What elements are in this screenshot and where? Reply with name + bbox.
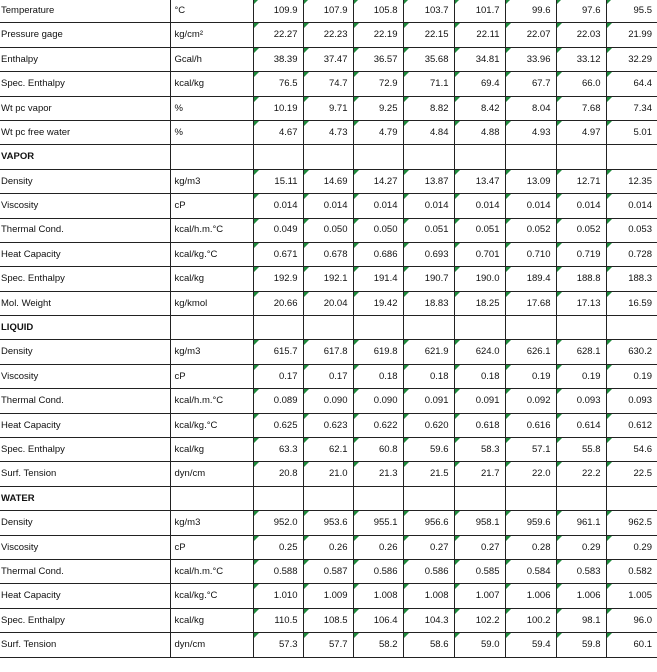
value-cell: 16.59: [606, 291, 657, 315]
value-cell: 0.014: [606, 194, 657, 218]
empty-cell: [170, 486, 253, 510]
property-name-cell: Density: [0, 169, 170, 193]
value-cell: 191.4: [353, 267, 403, 291]
empty-cell: [505, 316, 556, 340]
value-cell: 0.616: [505, 413, 556, 437]
empty-cell: [303, 316, 353, 340]
value-cell: 22.5: [606, 462, 657, 486]
value-cell: 17.13: [556, 291, 606, 315]
value-cell: 0.586: [403, 559, 454, 583]
empty-cell: [353, 145, 403, 169]
value-cell: 0.014: [454, 194, 505, 218]
value-cell: 110.5: [253, 608, 303, 632]
value-cell: 1.010: [253, 584, 303, 608]
unit-cell: kcal/kg.°C: [170, 242, 253, 266]
value-cell: 22.2: [556, 462, 606, 486]
value-cell: 0.093: [556, 389, 606, 413]
value-cell: 32.29: [606, 47, 657, 71]
empty-cell: [556, 486, 606, 510]
value-cell: 0.693: [403, 242, 454, 266]
value-cell: 69.4: [454, 72, 505, 96]
value-cell: 0.090: [353, 389, 403, 413]
value-cell: 0.582: [606, 559, 657, 583]
property-name-cell: Wt pc vapor: [0, 96, 170, 120]
table-row: [0, 242, 657, 266]
value-cell: 14.27: [353, 169, 403, 193]
property-name-cell: Density: [0, 340, 170, 364]
unit-cell: kcal/kg.°C: [170, 584, 253, 608]
value-cell: 19.42: [353, 291, 403, 315]
unit-cell: cP: [170, 194, 253, 218]
value-cell: 0.050: [353, 218, 403, 242]
value-cell: 71.1: [403, 72, 454, 96]
unit-cell: %: [170, 120, 253, 144]
value-cell: 4.67: [253, 120, 303, 144]
value-cell: 192.1: [303, 267, 353, 291]
value-cell: 0.29: [606, 535, 657, 559]
value-cell: 0.678: [303, 242, 353, 266]
value-cell: 22.11: [454, 23, 505, 47]
value-cell: 8.82: [403, 96, 454, 120]
value-cell: 0.014: [505, 194, 556, 218]
property-name-cell: Surf. Tension: [0, 462, 170, 486]
value-cell: 34.81: [454, 47, 505, 71]
empty-cell: [606, 486, 657, 510]
value-cell: 36.57: [353, 47, 403, 71]
value-cell: 0.050: [303, 218, 353, 242]
value-cell: 188.8: [556, 267, 606, 291]
value-cell: 20.8: [253, 462, 303, 486]
value-cell: 97.6: [556, 0, 606, 23]
empty-cell: [454, 316, 505, 340]
table-row: [0, 23, 657, 47]
unit-cell: kcal/kg: [170, 608, 253, 632]
table-row: [0, 535, 657, 559]
value-cell: 105.8: [353, 0, 403, 23]
value-cell: 0.622: [353, 413, 403, 437]
empty-cell: [505, 145, 556, 169]
empty-cell: [170, 145, 253, 169]
value-cell: 958.1: [454, 511, 505, 535]
value-cell: 0.25: [253, 535, 303, 559]
table-row: [0, 608, 657, 632]
table-row: [0, 364, 657, 388]
property-name-cell: Enthalpy: [0, 47, 170, 71]
value-cell: 0.052: [505, 218, 556, 242]
value-cell: 107.9: [303, 0, 353, 23]
value-cell: 22.27: [253, 23, 303, 47]
value-cell: 0.27: [454, 535, 505, 559]
value-cell: 21.5: [403, 462, 454, 486]
property-name-cell: Pressure gage: [0, 23, 170, 47]
value-cell: 57.1: [505, 438, 556, 462]
value-cell: 7.34: [606, 96, 657, 120]
value-cell: 64.4: [606, 72, 657, 96]
value-cell: 72.9: [353, 72, 403, 96]
table-row: [0, 559, 657, 583]
value-cell: 20.66: [253, 291, 303, 315]
section-header-row: [0, 316, 657, 340]
property-name-cell: Wt pc free water: [0, 120, 170, 144]
value-cell: 962.5: [606, 511, 657, 535]
value-cell: 109.9: [253, 0, 303, 23]
empty-cell: [253, 145, 303, 169]
value-cell: 0.014: [556, 194, 606, 218]
empty-cell: [403, 316, 454, 340]
value-cell: 619.8: [353, 340, 403, 364]
value-cell: 22.0: [505, 462, 556, 486]
value-cell: 0.710: [505, 242, 556, 266]
value-cell: 74.7: [303, 72, 353, 96]
section-header-row: [0, 486, 657, 510]
value-cell: 21.99: [606, 23, 657, 47]
table-row: [0, 218, 657, 242]
value-cell: 190.7: [403, 267, 454, 291]
value-cell: 1.008: [353, 584, 403, 608]
property-name-cell: Spec. Enthalpy: [0, 267, 170, 291]
value-cell: 22.07: [505, 23, 556, 47]
value-cell: 9.71: [303, 96, 353, 120]
value-cell: 956.6: [403, 511, 454, 535]
value-cell: 1.009: [303, 584, 353, 608]
value-cell: 0.18: [353, 364, 403, 388]
value-cell: 98.1: [556, 608, 606, 632]
value-cell: 4.88: [454, 120, 505, 144]
value-cell: 8.42: [454, 96, 505, 120]
value-cell: 0.585: [454, 559, 505, 583]
value-cell: 0.091: [403, 389, 454, 413]
value-cell: 959.6: [505, 511, 556, 535]
value-cell: 18.25: [454, 291, 505, 315]
table-row: [0, 47, 657, 71]
empty-cell: [556, 145, 606, 169]
value-cell: 58.2: [353, 633, 403, 657]
value-cell: 106.4: [353, 608, 403, 632]
value-cell: 0.053: [606, 218, 657, 242]
value-cell: 0.588: [253, 559, 303, 583]
value-cell: 66.0: [556, 72, 606, 96]
empty-cell: [353, 486, 403, 510]
section-header-row: [0, 145, 657, 169]
value-cell: 5.01: [606, 120, 657, 144]
table-row: [0, 340, 657, 364]
value-cell: 0.17: [253, 364, 303, 388]
property-name-cell: Mol. Weight: [0, 291, 170, 315]
empty-cell: [303, 486, 353, 510]
table-row: [0, 511, 657, 535]
value-cell: 188.3: [606, 267, 657, 291]
property-name-cell: Spec. Enthalpy: [0, 72, 170, 96]
value-cell: 0.584: [505, 559, 556, 583]
value-cell: 189.4: [505, 267, 556, 291]
value-cell: 55.8: [556, 438, 606, 462]
value-cell: 76.5: [253, 72, 303, 96]
value-cell: 33.12: [556, 47, 606, 71]
value-cell: 0.090: [303, 389, 353, 413]
value-cell: 0.701: [454, 242, 505, 266]
value-cell: 0.014: [403, 194, 454, 218]
table-row: [0, 462, 657, 486]
unit-cell: kg/m3: [170, 511, 253, 535]
unit-cell: kg/m3: [170, 340, 253, 364]
value-cell: 1.005: [606, 584, 657, 608]
value-cell: 59.4: [505, 633, 556, 657]
value-cell: 22.03: [556, 23, 606, 47]
value-cell: 0.27: [403, 535, 454, 559]
value-cell: 0.686: [353, 242, 403, 266]
table-row: [0, 389, 657, 413]
value-cell: 0.28: [505, 535, 556, 559]
value-cell: 22.19: [353, 23, 403, 47]
table-row: [0, 584, 657, 608]
unit-cell: Gcal/h: [170, 47, 253, 71]
empty-cell: [303, 145, 353, 169]
value-cell: 33.96: [505, 47, 556, 71]
value-cell: 63.3: [253, 438, 303, 462]
value-cell: 4.84: [403, 120, 454, 144]
value-cell: 0.19: [606, 364, 657, 388]
empty-cell: [454, 486, 505, 510]
value-cell: 108.5: [303, 608, 353, 632]
empty-cell: [353, 316, 403, 340]
value-cell: 59.8: [556, 633, 606, 657]
value-cell: 961.1: [556, 511, 606, 535]
value-cell: 99.6: [505, 0, 556, 23]
value-cell: 0.19: [505, 364, 556, 388]
property-name-cell: Thermal Cond.: [0, 218, 170, 242]
value-cell: 20.04: [303, 291, 353, 315]
value-cell: 101.7: [454, 0, 505, 23]
property-name-cell: Heat Capacity: [0, 242, 170, 266]
value-cell: 955.1: [353, 511, 403, 535]
value-cell: 18.83: [403, 291, 454, 315]
value-cell: 57.3: [253, 633, 303, 657]
value-cell: 104.3: [403, 608, 454, 632]
unit-cell: kg/m3: [170, 169, 253, 193]
property-name-cell: Surf. Tension: [0, 633, 170, 657]
property-name-cell: Spec. Enthalpy: [0, 608, 170, 632]
value-cell: 0.092: [505, 389, 556, 413]
value-cell: 100.2: [505, 608, 556, 632]
value-cell: 0.26: [303, 535, 353, 559]
unit-cell: kcal/kg.°C: [170, 413, 253, 437]
value-cell: 615.7: [253, 340, 303, 364]
property-name-cell: Temperature: [0, 0, 170, 23]
value-cell: 192.9: [253, 267, 303, 291]
value-cell: 0.18: [454, 364, 505, 388]
value-cell: 4.79: [353, 120, 403, 144]
value-cell: 62.1: [303, 438, 353, 462]
table-row: [0, 96, 657, 120]
value-cell: 13.87: [403, 169, 454, 193]
value-cell: 96.0: [606, 608, 657, 632]
value-cell: 0.051: [454, 218, 505, 242]
empty-cell: [403, 145, 454, 169]
value-cell: 21.7: [454, 462, 505, 486]
value-cell: 95.5: [606, 0, 657, 23]
table-row: [0, 120, 657, 144]
property-name-cell: Thermal Cond.: [0, 559, 170, 583]
value-cell: 0.587: [303, 559, 353, 583]
section-title: LIQUID: [0, 316, 170, 340]
value-cell: 952.0: [253, 511, 303, 535]
empty-cell: [606, 316, 657, 340]
value-cell: 0.614: [556, 413, 606, 437]
property-name-cell: Density: [0, 511, 170, 535]
value-cell: 0.093: [606, 389, 657, 413]
value-cell: 4.73: [303, 120, 353, 144]
value-cell: 0.19: [556, 364, 606, 388]
property-name-cell: Viscosity: [0, 535, 170, 559]
unit-cell: kcal/h.m.°C: [170, 559, 253, 583]
value-cell: 15.11: [253, 169, 303, 193]
value-cell: 1.008: [403, 584, 454, 608]
value-cell: 9.25: [353, 96, 403, 120]
empty-cell: [454, 145, 505, 169]
value-cell: 37.47: [303, 47, 353, 71]
property-name-cell: Heat Capacity: [0, 584, 170, 608]
value-cell: 953.6: [303, 511, 353, 535]
unit-cell: kg/cm²: [170, 23, 253, 47]
value-cell: 57.7: [303, 633, 353, 657]
value-cell: 1.006: [505, 584, 556, 608]
value-cell: 0.26: [353, 535, 403, 559]
table-row: [0, 633, 657, 657]
value-cell: 58.6: [403, 633, 454, 657]
value-cell: 190.0: [454, 267, 505, 291]
value-cell: 12.71: [556, 169, 606, 193]
property-name-cell: Viscosity: [0, 364, 170, 388]
value-cell: 0.625: [253, 413, 303, 437]
unit-cell: kcal/kg: [170, 72, 253, 96]
property-name-cell: Viscosity: [0, 194, 170, 218]
value-cell: 38.39: [253, 47, 303, 71]
value-cell: 0.612: [606, 413, 657, 437]
table-row: [0, 267, 657, 291]
empty-cell: [556, 316, 606, 340]
value-cell: 67.7: [505, 72, 556, 96]
empty-cell: [253, 486, 303, 510]
value-cell: 8.04: [505, 96, 556, 120]
property-name-cell: Thermal Cond.: [0, 389, 170, 413]
value-cell: 60.1: [606, 633, 657, 657]
unit-cell: kcal/h.m.°C: [170, 389, 253, 413]
value-cell: 0.052: [556, 218, 606, 242]
value-cell: 21.0: [303, 462, 353, 486]
unit-cell: kcal/h.m.°C: [170, 218, 253, 242]
value-cell: 0.583: [556, 559, 606, 583]
empty-cell: [403, 486, 454, 510]
table-row: [0, 413, 657, 437]
value-cell: 35.68: [403, 47, 454, 71]
value-cell: 617.8: [303, 340, 353, 364]
value-cell: 59.0: [454, 633, 505, 657]
value-cell: 0.17: [303, 364, 353, 388]
value-cell: 621.9: [403, 340, 454, 364]
value-cell: 7.68: [556, 96, 606, 120]
value-cell: 0.623: [303, 413, 353, 437]
value-cell: 1.006: [556, 584, 606, 608]
property-name-cell: Heat Capacity: [0, 413, 170, 437]
value-cell: 0.089: [253, 389, 303, 413]
value-cell: 0.620: [403, 413, 454, 437]
value-cell: 1.007: [454, 584, 505, 608]
value-cell: 10.19: [253, 96, 303, 120]
table-row: [0, 438, 657, 462]
table-row: [0, 72, 657, 96]
value-cell: 22.15: [403, 23, 454, 47]
value-cell: 58.3: [454, 438, 505, 462]
empty-cell: [505, 486, 556, 510]
section-title: WATER: [0, 486, 170, 510]
value-cell: 21.3: [353, 462, 403, 486]
value-cell: 0.014: [303, 194, 353, 218]
value-cell: 60.8: [353, 438, 403, 462]
value-cell: 14.69: [303, 169, 353, 193]
table-row: [0, 169, 657, 193]
value-cell: 0.719: [556, 242, 606, 266]
table-row: [0, 0, 657, 23]
unit-cell: cP: [170, 535, 253, 559]
value-cell: 0.586: [353, 559, 403, 583]
value-cell: 0.091: [454, 389, 505, 413]
unit-cell: kcal/kg: [170, 267, 253, 291]
value-cell: 13.47: [454, 169, 505, 193]
value-cell: 59.6: [403, 438, 454, 462]
property-name-cell: Spec. Enthalpy: [0, 438, 170, 462]
value-cell: 103.7: [403, 0, 454, 23]
unit-cell: dyn/cm: [170, 462, 253, 486]
value-cell: 0.728: [606, 242, 657, 266]
value-cell: 4.97: [556, 120, 606, 144]
value-cell: 102.2: [454, 608, 505, 632]
table-row: [0, 194, 657, 218]
value-cell: 0.671: [253, 242, 303, 266]
value-cell: 13.09: [505, 169, 556, 193]
value-cell: 12.35: [606, 169, 657, 193]
value-cell: 0.014: [353, 194, 403, 218]
value-cell: 4.93: [505, 120, 556, 144]
unit-cell: °C: [170, 0, 253, 23]
value-cell: 0.618: [454, 413, 505, 437]
value-cell: 0.18: [403, 364, 454, 388]
value-cell: 17.68: [505, 291, 556, 315]
empty-cell: [253, 316, 303, 340]
value-cell: 626.1: [505, 340, 556, 364]
unit-cell: kg/kmol: [170, 291, 253, 315]
unit-cell: kcal/kg: [170, 438, 253, 462]
value-cell: 630.2: [606, 340, 657, 364]
value-cell: 624.0: [454, 340, 505, 364]
section-title: VAPOR: [0, 145, 170, 169]
unit-cell: %: [170, 96, 253, 120]
empty-cell: [606, 145, 657, 169]
value-cell: 0.014: [253, 194, 303, 218]
table-row: [0, 291, 657, 315]
unit-cell: cP: [170, 364, 253, 388]
unit-cell: dyn/cm: [170, 633, 253, 657]
value-cell: 0.049: [253, 218, 303, 242]
value-cell: 0.051: [403, 218, 454, 242]
value-cell: 22.23: [303, 23, 353, 47]
value-cell: 628.1: [556, 340, 606, 364]
value-cell: 0.29: [556, 535, 606, 559]
empty-cell: [170, 316, 253, 340]
value-cell: 54.6: [606, 438, 657, 462]
